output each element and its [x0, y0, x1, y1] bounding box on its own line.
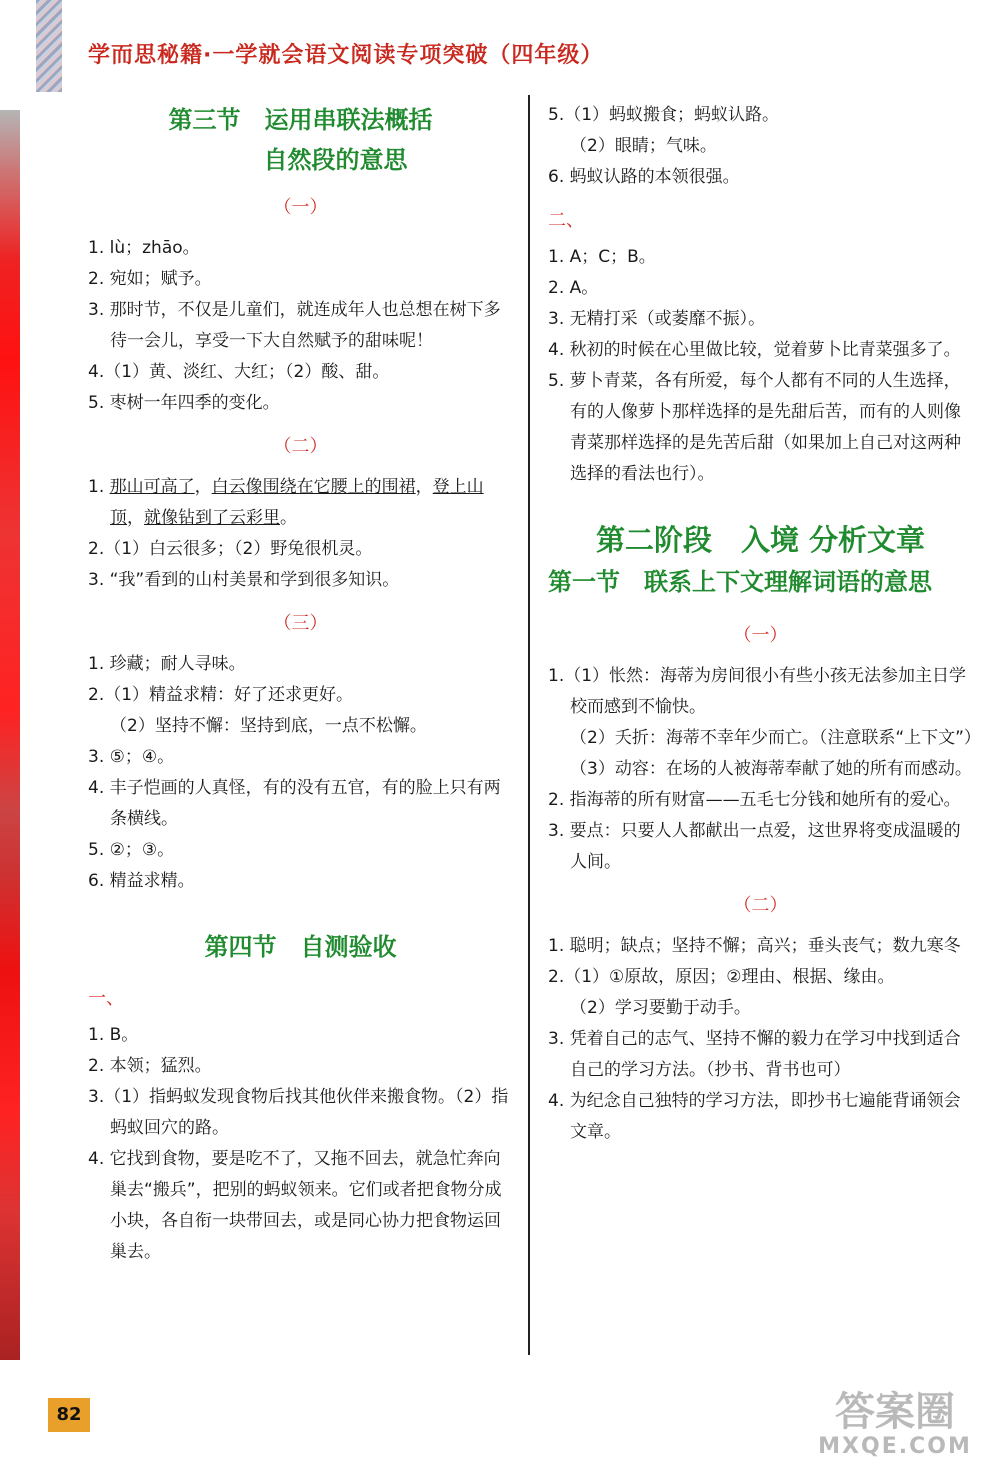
- answer-item: 3. 无精打采（或萎靡不振）。: [548, 309, 766, 329]
- answer-item: 1. B。: [88, 1025, 139, 1045]
- part-label: （一）: [273, 197, 328, 218]
- decorative-side-band: [0, 110, 20, 1360]
- answer-item: 6. 蚂蚁认路的本领很强。: [548, 167, 740, 187]
- answer-item: 3. 凭着自己的志气、坚持不懈的毅力在学习中找到适合自己的学习方法。（抄书、背书也可）: [548, 1029, 961, 1080]
- answer-item: 4. 它找到食物，要是吃不了，又拖不回去，就急忙奔向巢去“搬兵”，把别的蚂蚁领来。它们或者把食物分成小块，各自衔一块带回去，或是同心协力把食物运回巢去。: [88, 1149, 502, 1262]
- answer-item: 1. A；C；B。: [548, 247, 656, 267]
- part-label: （二）: [733, 895, 788, 916]
- part-label: 一、: [88, 988, 124, 1009]
- answer-item: 1. 聪明；缺点；坚持不懈；高兴；垂头丧气；数九寒冬: [548, 936, 961, 956]
- part-label: （一）: [733, 625, 788, 646]
- answer-item: 2. A。: [548, 278, 599, 298]
- answer-item: 3. 要点：只要人人都献出一点爱，这世界将变成温暖的人间。: [548, 821, 961, 872]
- answer-item: 5. 萝卜青菜，各有所爱，每个人都有不同的人生选择，有的人像萝卜那样选择的是先甜后苦，而有的人则像青菜那样选择的是先苦后甜（如果加上自己对这两种选择的看法也行）。: [548, 371, 961, 484]
- answer-item: 2.（1）精益求精：好了还求更好。: [88, 685, 354, 705]
- section1-title: 第一节 联系上下文理解词语的意思: [548, 568, 932, 596]
- section4-title: 第四节 自测验收: [204, 933, 397, 961]
- page-number: 82: [48, 1398, 90, 1432]
- answer-item: 1. lù；zhāo。: [88, 238, 200, 258]
- answer-item: 4. 秋初的时候在心里做比较，觉着萝卜比青菜强多了。: [548, 340, 961, 360]
- answer-item: 5. 枣树一年四季的变化。: [88, 393, 280, 413]
- answer-subitem: （2）夭折：海蒂不幸年少而亡。（注意联系“上下文”）: [570, 728, 981, 748]
- part-label: 二、: [548, 210, 584, 231]
- answer-item: 1.（1）怅然：海蒂为房间很小有些小孩无法参加主日学校而感到不愉快。: [548, 666, 967, 717]
- answer-item: 3. ⑤；④。: [88, 747, 175, 767]
- answer-subitem: （3）动容：在场的人被海蒂奉献了她的所有而感动。: [570, 759, 972, 779]
- section3-title: 第三节 运用串联法概括 自然段的意思: [168, 106, 433, 174]
- answer-item: 4. 丰子恺画的人真怪，有的没有五官，有的脸上只有两条横线。: [88, 778, 501, 829]
- answer-item: 4.（1）黄、淡红、大红；（2）酸、甜。: [88, 362, 390, 382]
- answer-item: 2. 指海蒂的所有财富——五毛七分钱和她所有的爱心。: [548, 790, 961, 810]
- answer-item: 2.（1）①原故，原因；②理由、根据、缘由。: [548, 967, 895, 987]
- answer-item: 6. 精益求精。: [88, 871, 195, 891]
- answer-item: 5. ②；③。: [88, 840, 175, 860]
- part-label: （三）: [273, 613, 328, 634]
- column-divider: [528, 95, 530, 1355]
- answer-subitem: （2）眼睛；气味。: [570, 136, 717, 156]
- answer-item: 4. 为纪念自己独特的学习方法，即抄书七遍能背诵领会文章。: [548, 1091, 961, 1142]
- watermark-logo: 答案圈 MXQE.COM: [818, 1389, 972, 1459]
- answer-item: 3. “我”看到的山村美景和学到很多知识。: [88, 570, 400, 590]
- answer-item: 1. 珍藏；耐人寻味。: [88, 654, 246, 674]
- answer-item: 2.（1）白云很多；（2）野兔很机灵。: [88, 539, 373, 559]
- answer-item: 2. 本领；猛烈。: [88, 1056, 212, 1076]
- right-column: [548, 100, 981, 1148]
- answer-item: 5.（1）蚂蚁搬食；蚂蚁认路。: [548, 105, 780, 125]
- answer-item: 2. 宛如；赋予。: [88, 269, 212, 289]
- page-header: 学而思秘籍·一学就会语文阅读专项突破（四年级）: [88, 43, 604, 68]
- decorative-strip: [36, 0, 62, 92]
- answer-item: 3.（1）指蚂蚁发现食物后找其他伙伴来搬食物。（2）指蚂蚁回穴的路。: [88, 1087, 509, 1138]
- part-label: （二）: [273, 436, 328, 457]
- left-column: [88, 100, 513, 1268]
- answer-subitem: （2）坚持不懈：坚持到底，一点不松懈。: [110, 716, 427, 736]
- answer-item-underlined: 1. 那山可高了，白云像围绕在它腰上的围裙，登上山顶，就像钻到了云彩里。: [88, 477, 484, 528]
- answer-subitem: （2）学习要勤于动手。: [570, 998, 751, 1018]
- answer-item: 3. 那时节，不仅是儿童们，就连成年人也总想在树下多待一会儿，享受一下大自然赋予的甜味呢！: [88, 300, 501, 351]
- stage2-title: 第二阶段 入境 分析文章: [595, 523, 926, 557]
